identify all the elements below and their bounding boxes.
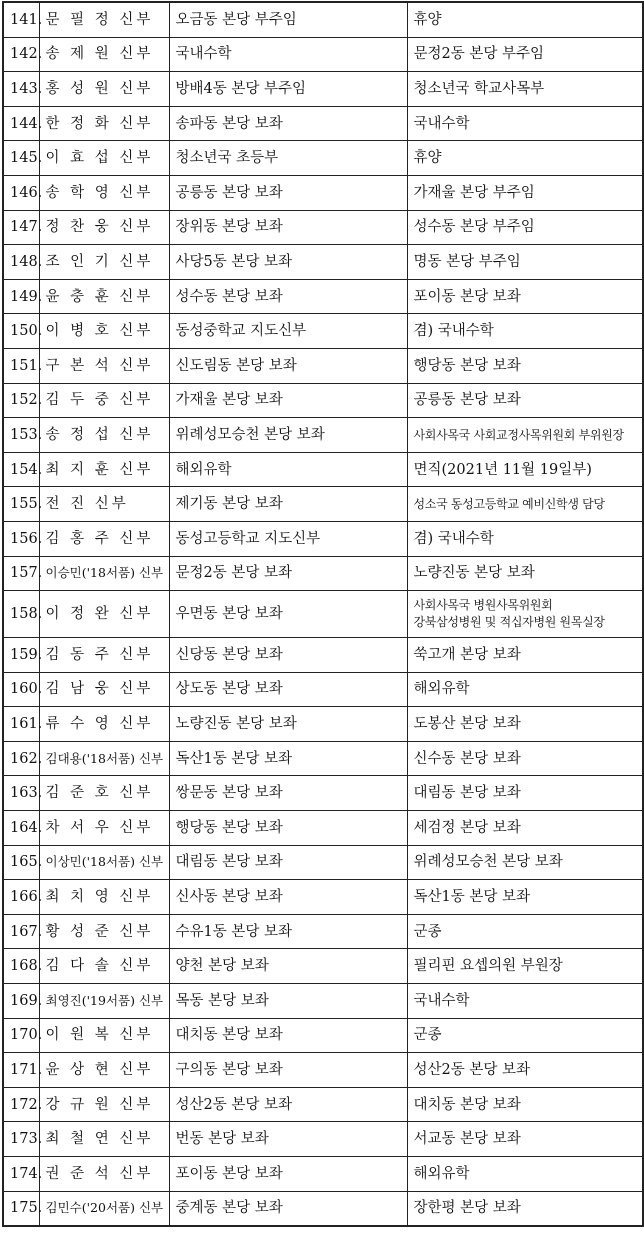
priest-name: 김대용('18서품) 신부 [39, 741, 169, 776]
priest-name: 이 정 완 신부 [39, 591, 169, 638]
table-row [3, 487, 643, 522]
row-number: 159. [3, 638, 39, 673]
new-post: 겸) 국내수학 [407, 521, 643, 556]
current-post: 목동 본당 보좌 [169, 984, 407, 1019]
new-post: 성산2동 본당 보좌 [407, 1053, 643, 1088]
priest-name: 황 성 준 신부 [39, 914, 169, 949]
table-row [3, 845, 643, 880]
row-number: 164. [3, 811, 39, 846]
current-post: 해외유학 [169, 452, 407, 487]
table-row [3, 106, 643, 141]
table-row [3, 741, 643, 776]
row-number: 157. [3, 556, 39, 591]
row-number: 154. [3, 452, 39, 487]
priest-name: 송 제 원 신부 [39, 37, 169, 72]
current-post: 행당동 본당 보좌 [169, 811, 407, 846]
new-post [407, 591, 643, 638]
row-number: 146. [3, 175, 39, 210]
table-row [3, 279, 643, 314]
current-post: 오금동 본당 부주임 [169, 2, 407, 37]
new-post-line: 사회사목국 병원사목위원회 [413, 598, 553, 613]
priest-name: 문 필 정 신부 [39, 2, 169, 37]
table-row [3, 348, 643, 383]
new-post: 해외유학 [407, 672, 643, 707]
row-number: 175. [3, 1191, 39, 1226]
table-row [3, 2, 643, 37]
current-post: 제기동 본당 보좌 [169, 487, 407, 522]
row-number: 160. [3, 672, 39, 707]
row-number: 142. [3, 37, 39, 72]
row-number: 163. [3, 776, 39, 811]
table-row [3, 672, 643, 707]
priest-name: 김 남 웅 신부 [39, 672, 169, 707]
table-row [3, 1053, 643, 1088]
row-number: 174. [3, 1157, 39, 1192]
row-number: 152. [3, 383, 39, 418]
new-post: 군종 [407, 1018, 643, 1053]
new-post: 군종 [407, 914, 643, 949]
priest-name: 전 진 신부 [39, 487, 169, 522]
current-post: 번동 본당 보좌 [169, 1122, 407, 1157]
priest-name: 최 치 영 신부 [39, 880, 169, 915]
new-post: 성수동 본당 부주임 [407, 210, 643, 245]
current-post: 신도림동 본당 보좌 [169, 348, 407, 383]
row-number: 169. [3, 984, 39, 1019]
current-post: 쌍문동 본당 보좌 [169, 776, 407, 811]
table-row [3, 1191, 643, 1226]
table-row [3, 141, 643, 176]
new-post: 가재울 본당 부주임 [407, 175, 643, 210]
table-row [3, 418, 643, 453]
current-post: 우면동 본당 보좌 [169, 591, 407, 638]
current-post: 독산1동 본당 보좌 [169, 741, 407, 776]
new-post: 도봉산 본당 보좌 [407, 707, 643, 742]
current-post: 국내수학 [169, 37, 407, 72]
new-post: 국내수학 [407, 984, 643, 1019]
table-row [3, 880, 643, 915]
row-number: 173. [3, 1122, 39, 1157]
priest-name: 구 본 석 신부 [39, 348, 169, 383]
row-number: 161. [3, 707, 39, 742]
row-number: 171. [3, 1053, 39, 1088]
current-post: 장위동 본당 보좌 [169, 210, 407, 245]
new-post: 국내수학 [407, 106, 643, 141]
appointment-table [2, 1, 644, 1227]
priest-name: 윤 충 훈 신부 [39, 279, 169, 314]
priest-name: 김 준 호 신부 [39, 776, 169, 811]
table-row [3, 383, 643, 418]
row-number: 170. [3, 1018, 39, 1053]
table-row [3, 314, 643, 349]
priest-name: 김민수('20서품) 신부 [39, 1191, 169, 1226]
current-post: 문정2동 본당 보좌 [169, 556, 407, 591]
priest-name: 김 다 솔 신부 [39, 949, 169, 984]
table-row [3, 776, 643, 811]
current-post: 송파동 본당 보좌 [169, 106, 407, 141]
new-post: 쑥고개 본당 보좌 [407, 638, 643, 673]
current-post: 노량진동 본당 보좌 [169, 707, 407, 742]
current-post: 위례성모승천 본당 보좌 [169, 418, 407, 453]
new-post: 휴양 [407, 2, 643, 37]
table-row [3, 638, 643, 673]
row-number: 158. [3, 591, 39, 638]
table-row [3, 37, 643, 72]
priest-name: 한 정 화 신부 [39, 106, 169, 141]
row-number: 156. [3, 521, 39, 556]
table-row [3, 984, 643, 1019]
row-number: 148. [3, 245, 39, 280]
new-post: 서교동 본당 보좌 [407, 1122, 643, 1157]
table-row [3, 245, 643, 280]
table-row [3, 521, 643, 556]
table-row [3, 949, 643, 984]
row-number: 166. [3, 880, 39, 915]
table-row [3, 1018, 643, 1053]
priest-name: 권 준 석 신부 [39, 1157, 169, 1192]
priest-name: 이 병 호 신부 [39, 314, 169, 349]
row-number: 150. [3, 314, 39, 349]
priest-name: 김 동 주 신부 [39, 638, 169, 673]
row-number: 141. [3, 2, 39, 37]
new-post: 성소국 동성고등학교 예비신학생 담당 [407, 487, 643, 522]
current-post: 신사동 본당 보좌 [169, 880, 407, 915]
new-post: 신수동 본당 보좌 [407, 741, 643, 776]
current-post: 양천 본당 보좌 [169, 949, 407, 984]
row-number: 149. [3, 279, 39, 314]
row-number: 147. [3, 210, 39, 245]
priest-name: 이 효 섭 신부 [39, 141, 169, 176]
priest-name: 최 철 연 신부 [39, 1122, 169, 1157]
table-row [3, 175, 643, 210]
row-number: 168. [3, 949, 39, 984]
new-post: 대림동 본당 보좌 [407, 776, 643, 811]
appointment-rows [3, 2, 643, 1226]
current-post: 성수동 본당 보좌 [169, 279, 407, 314]
priest-name: 류 수 영 신부 [39, 707, 169, 742]
current-post: 대림동 본당 보좌 [169, 845, 407, 880]
current-post: 상도동 본당 보좌 [169, 672, 407, 707]
priest-name: 윤 상 현 신부 [39, 1053, 169, 1088]
table-row [3, 811, 643, 846]
current-post: 포이동 본당 보좌 [169, 1157, 407, 1192]
new-post: 행당동 본당 보좌 [407, 348, 643, 383]
table-row [3, 707, 643, 742]
priest-name: 송 학 영 신부 [39, 175, 169, 210]
priest-name: 송 정 섭 신부 [39, 418, 169, 453]
new-post: 세검정 본당 보좌 [407, 811, 643, 846]
new-post: 명동 본당 부주임 [407, 245, 643, 280]
priest-name: 최 지 훈 신부 [39, 452, 169, 487]
priest-name: 이상민('18서품) 신부 [39, 845, 169, 880]
new-post-line: 강북삼성병원 및 적십자병원 원목실장 [413, 615, 605, 630]
current-post: 대치동 본당 보좌 [169, 1018, 407, 1053]
table-row [3, 591, 643, 638]
new-post: 청소년국 학교사목부 [407, 72, 643, 107]
current-post: 청소년국 초등부 [169, 141, 407, 176]
current-post: 동성중학교 지도신부 [169, 314, 407, 349]
new-post: 필리핀 요셉의원 부원장 [407, 949, 643, 984]
table-row [3, 914, 643, 949]
new-post: 해외유학 [407, 1157, 643, 1192]
row-number: 172. [3, 1087, 39, 1122]
priest-name: 최영진('19서품) 신부 [39, 984, 169, 1019]
row-number: 144. [3, 106, 39, 141]
row-number: 167. [3, 914, 39, 949]
row-number: 165. [3, 845, 39, 880]
current-post: 동성고등학교 지도신부 [169, 521, 407, 556]
current-post: 방배4동 본당 부주임 [169, 72, 407, 107]
current-post: 수유1동 본당 보좌 [169, 914, 407, 949]
table-row [3, 1122, 643, 1157]
table-row [3, 1157, 643, 1192]
current-post: 성산2동 본당 보좌 [169, 1087, 407, 1122]
row-number: 153. [3, 418, 39, 453]
row-number: 162. [3, 741, 39, 776]
priest-name: 정 찬 웅 신부 [39, 210, 169, 245]
table-row [3, 452, 643, 487]
priest-name: 이승민('18서품) 신부 [39, 556, 169, 591]
new-post: 면직(2021년 11월 19일부) [407, 452, 643, 487]
priest-name: 강 규 원 신부 [39, 1087, 169, 1122]
table-row [3, 1087, 643, 1122]
current-post: 중계동 본당 보좌 [169, 1191, 407, 1226]
priest-name: 홍 성 원 신부 [39, 72, 169, 107]
new-post: 노량진동 본당 보좌 [407, 556, 643, 591]
priest-name: 김 홍 주 신부 [39, 521, 169, 556]
new-post: 겸) 국내수학 [407, 314, 643, 349]
new-post: 사회사목국 사회교정사목위원회 부위원장 [407, 418, 643, 453]
priest-name: 이 원 복 신부 [39, 1018, 169, 1053]
table-row [3, 556, 643, 591]
current-post: 신당동 본당 보좌 [169, 638, 407, 673]
new-post: 휴양 [407, 141, 643, 176]
current-post: 사당5동 본당 보좌 [169, 245, 407, 280]
current-post: 가재울 본당 보좌 [169, 383, 407, 418]
current-post: 공릉동 본당 보좌 [169, 175, 407, 210]
new-post: 포이동 본당 보좌 [407, 279, 643, 314]
new-post: 대치동 본당 보좌 [407, 1087, 643, 1122]
new-post: 위례성모승천 본당 보좌 [407, 845, 643, 880]
priest-name: 차 서 우 신부 [39, 811, 169, 846]
table-row [3, 72, 643, 107]
row-number: 155. [3, 487, 39, 522]
current-post: 구의동 본당 보좌 [169, 1053, 407, 1088]
priest-name: 조 인 기 신부 [39, 245, 169, 280]
row-number: 143. [3, 72, 39, 107]
row-number: 145. [3, 141, 39, 176]
priest-name: 김 두 중 신부 [39, 383, 169, 418]
table-row [3, 210, 643, 245]
row-number: 151. [3, 348, 39, 383]
new-post: 독산1동 본당 보좌 [407, 880, 643, 915]
new-post: 장한평 본당 보좌 [407, 1191, 643, 1226]
new-post: 공릉동 본당 보좌 [407, 383, 643, 418]
new-post: 문정2동 본당 부주임 [407, 37, 643, 72]
